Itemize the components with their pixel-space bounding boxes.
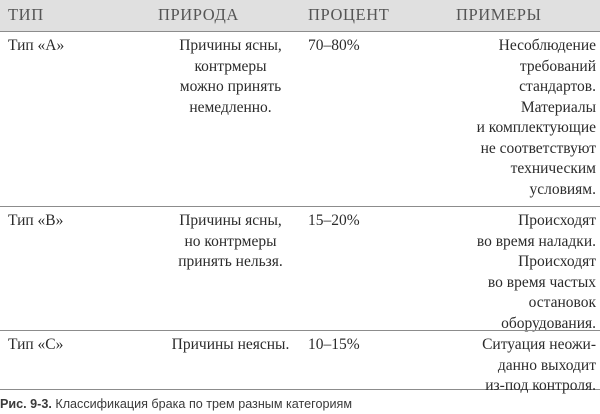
nature-line: Причины ясны, (179, 37, 282, 54)
cell-nature (158, 36, 303, 118)
example-line: и комплектующие (476, 119, 596, 136)
nature-line: контрмеры (194, 57, 267, 75)
example-line: требований (519, 57, 596, 75)
cell-percent: 10–15% (308, 336, 360, 353)
example-line: Материалы (520, 98, 596, 116)
table-row (0, 206, 600, 330)
example-line: Несоблюдение (498, 37, 596, 54)
cell-type: Тип «А» (8, 37, 65, 54)
header-examples: ПРИМЕРЫ (456, 5, 542, 24)
example-line: Происходят (518, 253, 596, 270)
cell-nature (158, 335, 303, 356)
table-row (0, 31, 600, 206)
example-line: Происходят (518, 212, 596, 229)
figure-caption (0, 397, 352, 411)
nature-line: немедленно. (189, 98, 272, 116)
example-line: из-под контроля. (485, 377, 596, 394)
header-nature: ПРИРОДА (158, 5, 239, 24)
example-line: данно выходит (497, 356, 596, 374)
nature-line: можно принять (179, 78, 282, 95)
example-line: не соответствуют (480, 139, 596, 157)
cell-type: Тип «В» (8, 212, 64, 229)
example-line: условиям. (529, 180, 596, 198)
example-line: Ситуация неожи- (482, 336, 596, 353)
header-percent: ПРОЦЕНТ (308, 5, 390, 24)
cell-examples (456, 36, 596, 200)
example-line: стандартов. (519, 78, 596, 95)
cell-nature (158, 211, 303, 273)
example-line: во время наладки. (476, 232, 596, 250)
cell-percent: 70–80% (308, 37, 360, 54)
nature-line: принять нельзя. (178, 253, 283, 270)
header-type: ТИП (8, 5, 44, 24)
caption-text: Классификация брака по трем разным категориям (51, 397, 352, 411)
nature-line: но контрмеры (184, 232, 277, 250)
example-line: остановок (528, 294, 596, 311)
example-line: во время частых (487, 273, 596, 291)
table-header-row (0, 0, 600, 31)
cell-percent: 15–20% (308, 212, 360, 229)
table-row (0, 330, 600, 394)
example-line: техническим (510, 160, 596, 177)
cell-type: Тип «С» (8, 336, 64, 353)
nature-line: Причины ясны, (179, 212, 282, 229)
example-line: оборудования. (501, 314, 596, 332)
caption-label: Рис. 9-3. (0, 397, 52, 411)
nature-line: Причины неясны. (171, 336, 290, 353)
cell-examples (456, 335, 596, 397)
cell-examples (456, 211, 596, 334)
